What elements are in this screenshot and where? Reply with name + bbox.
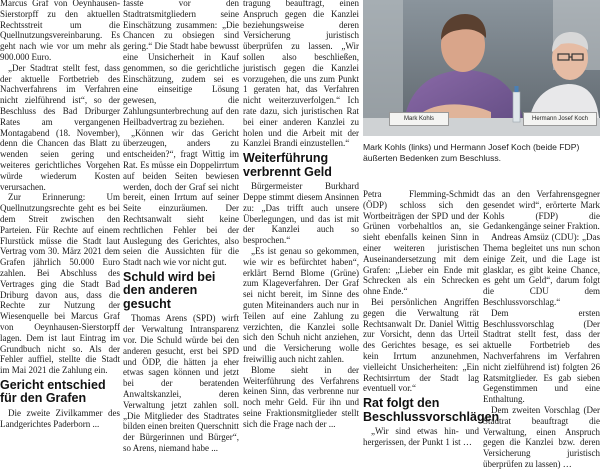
article-column-1 — [0, 0, 120, 429]
paragraph: Die zweite Zivilkammer des Landgerichtes Paderborn ... — [0, 407, 120, 429]
paragraph: das an den Verfahrensgegner gesendet wird“, erörterte Mark Kohls (FDP) die Gedankengänge seiner Fraktion. — [483, 189, 600, 232]
article-column-4 — [363, 189, 500, 447]
paragraph: Petra Flemming-Schmidt (ÖDP) schloss sich den Wortbeiträgen der SPD und der Grünen vorbehaltlos an, sie sieht ebenfalls keinen Sinn in einer weiteren juristischen Auseinandersetzung mit dem Grafen: „Lieber ein Ende mit Schrecken als ein Schrecken ohne Ende.“ — [363, 189, 479, 297]
paragraph: „Wir sind etwas hin- und hergerissen, der Punkt 1 ist … — [363, 426, 479, 447]
paragraph: „Können wir das Gericht überzeugen, anders zu entscheiden?“, fragt Wittig im Rat. Es müsse ein Doppelirrtum auf beiden Seiten bewiesen werden, doch der Graf sei nicht bereit, einen Irrtum auf seiner Seite einzuräumen. Der Rechtsanwalt sieht keine rechtlichen Fehler bei der Auslegung des Gerichtes, also seien die Aussichten für die Stadt nach wie vor nicht gut. — [123, 127, 239, 268]
paragraph: fasste vor den Stadtratsmitgliedern seine Einschätzung zusammen: „Die Chancen zu obsiegen sind gering.“ Die Stadt habe bewusst eine Unsicherheit in Kauf genommen, so die gerichtliche Einschätzung, zudem sei es eine einseitige Lösung gewesen, die Zahlungsunterbrechung auf den Heilbadvertrag zu beziehen. — [123, 0, 239, 127]
subheading: Gericht entschied für den Grafen — [0, 377, 106, 406]
paragraph: Marcus Graf von Oeynhausen-Sierstorpff zu den aktuellen Rechtsstreit um die Quellnutzungsvereinbarung. Es geht nach wie vor um mehr als 900.000 Euro. — [0, 0, 120, 62]
subheading: Rat folgt den Beschlussvorschlägen — [363, 396, 500, 424]
article-column-3 — [243, 0, 359, 429]
paragraph: Zur Erinnerung: Um Quellnutzungsrechte geht es bei dem Streit zwischen den Parteien. Für Rechte auf einem Flurstück müsse die Stadt laut Vertrag vom 30. März 2021 dem Grafen jährlich 50.000 Euro zahlen. Bei Abschluss des Vertrages ging die Stadt Bad Driburg davon aus, dass die Rechte zur Nutzung der Wiesenquelle bei Marcus Graf von Oeynhausen-Sierstorpff lagen. Dem ist laut Eintrag im Grundbuch nicht so. Als der Fehler auffiel, stellte die Stadt im Mai 2021 die Zahlung ein. — [0, 192, 120, 376]
paragraph: Andreas Amsüz (CDU): „Das Thema begleitet uns nun schon einige Zeit, und die Lage ist glasklar, es gibt keine Chance, es geht um Geld“, darum folgt die CDU dem Beschlussvorschlag.“ — [483, 232, 600, 307]
name-sign-left: Mark Kohls — [389, 112, 449, 126]
article-column-2 — [123, 0, 239, 453]
paragraph: Bei persönlichen Angriffen gegen die Verwaltung rät Rechtsanwalt Dr. Daniel Wittig zur Vorsicht, denn das Urteil des Gerichtes besage, es sei kein Irrtum anzunehmen, vielleicht Unsicherheiten: „Ein Rechtsirrtum der Stadt lag eventuell vor.“ — [363, 296, 479, 394]
subheading: Weiterführung verbrennt Geld — [243, 151, 332, 179]
article-photo — [363, 0, 600, 136]
paragraph: Dem zweiten Vorschlag (Der Stadtrat beauftragt die Verwaltung, einen Anspruch gegen die Kanzlei bzw. deren Versicherung juristisch überprüfen zu lassen) … — [483, 404, 600, 469]
paragraph: tragung beauftragt, einen Anspruch gegen die Kanzlei beziehungsweise deren Versicherung juristisch überprüfen zu lassen. „Wir sollen also beschließen, juristisch gegen die Kanzlei vorzugehen, die uns zum Punkt 1 geraten hat, das Verfahren nicht weiterzuverfolgen.“ Ich rate dazu, sich juristischen Rat bei einer anderen Kanzlei zu holen und die Arbeit mit der Kanzlei Brandi einzustellen.“ — [243, 0, 359, 149]
paragraph: „Der Stadtrat stellt fest, dass der aktuelle Fortbetrieb des Nachverfahrens im Verfahren nicht zielführend ist“, so der Beschluss des Bad Driburger Rates am vergangenen Montagabend (18. November), denn die Chancen das Blatt zu wenden seien gering und weiteres gerichtliches Vorgehen würde wiederum Kosten verursachen. — [0, 62, 120, 192]
name-sign-right: Hermann Josef Koch — [523, 112, 597, 126]
paragraph: Thomas Arens (SPD) wirft der Verwaltung Intransparenz vor. Die Schuld würde bei den anderen gesucht, erst bei SPD und ÖDP, die hätten ja eher etwas sagen können und jetzt bei der beratenden Anwaltskanzlei, deren Verwaltung jetzt zahlen soll. „Die Mitglieder des Stadtrates bilden einen breiten Querschnitt der Bürgerinnen und Bürger“, so Arens, niemand habe ... — [123, 313, 239, 453]
article-column-5 — [483, 189, 600, 469]
paragraph: „Es ist genau so gekommen, wie wir es befürchtet haben“, erklärt Bernd Blome (Grüne) zum Klageverfahren. Der Graf sei nicht bereit, im Sinne des guten Miteinanders auch nur in Teilen auf eine Zahlung zu verzichten, die Kanzlei solle sich den Schuh nicht anziehen, und die Versicherung wolle freiwillig auch nicht zahlen. — [243, 245, 359, 364]
paragraph: Blome sieht in der Weiterführung des Verfahrens keinen Sinn, das verbrenne nur noch mehr Geld. Für ihn und seine Fraktionsmitglieder stellt sich die Frage nach der ... — [243, 364, 359, 429]
photo-caption: Mark Kohls (links) und Hermann Josef Koch (beide FDP) äußerten Bedenken zum Beschluss. — [363, 142, 580, 163]
subheading: Schuld wird bei den anderen gesucht — [123, 269, 216, 311]
paragraph: Dem ersten Beschlussvorschlag (Der Stadtrat stellt fest, dass der aktuelle Fortbetrieb des Nachverfahrens im Verfahren nicht zielführend ist) folgten 26 Ratsmitglieder. Es gab sieben Gegenstimmen und eine Enthaltung. — [483, 307, 600, 405]
paragraph: Bürgermeister Burkhard Deppe stimmt diesem Ansinnen zu: „Das trifft auch unsere Überlegungen, und das ist mit der Kanzlei auch so besprochen.“ — [243, 181, 359, 246]
